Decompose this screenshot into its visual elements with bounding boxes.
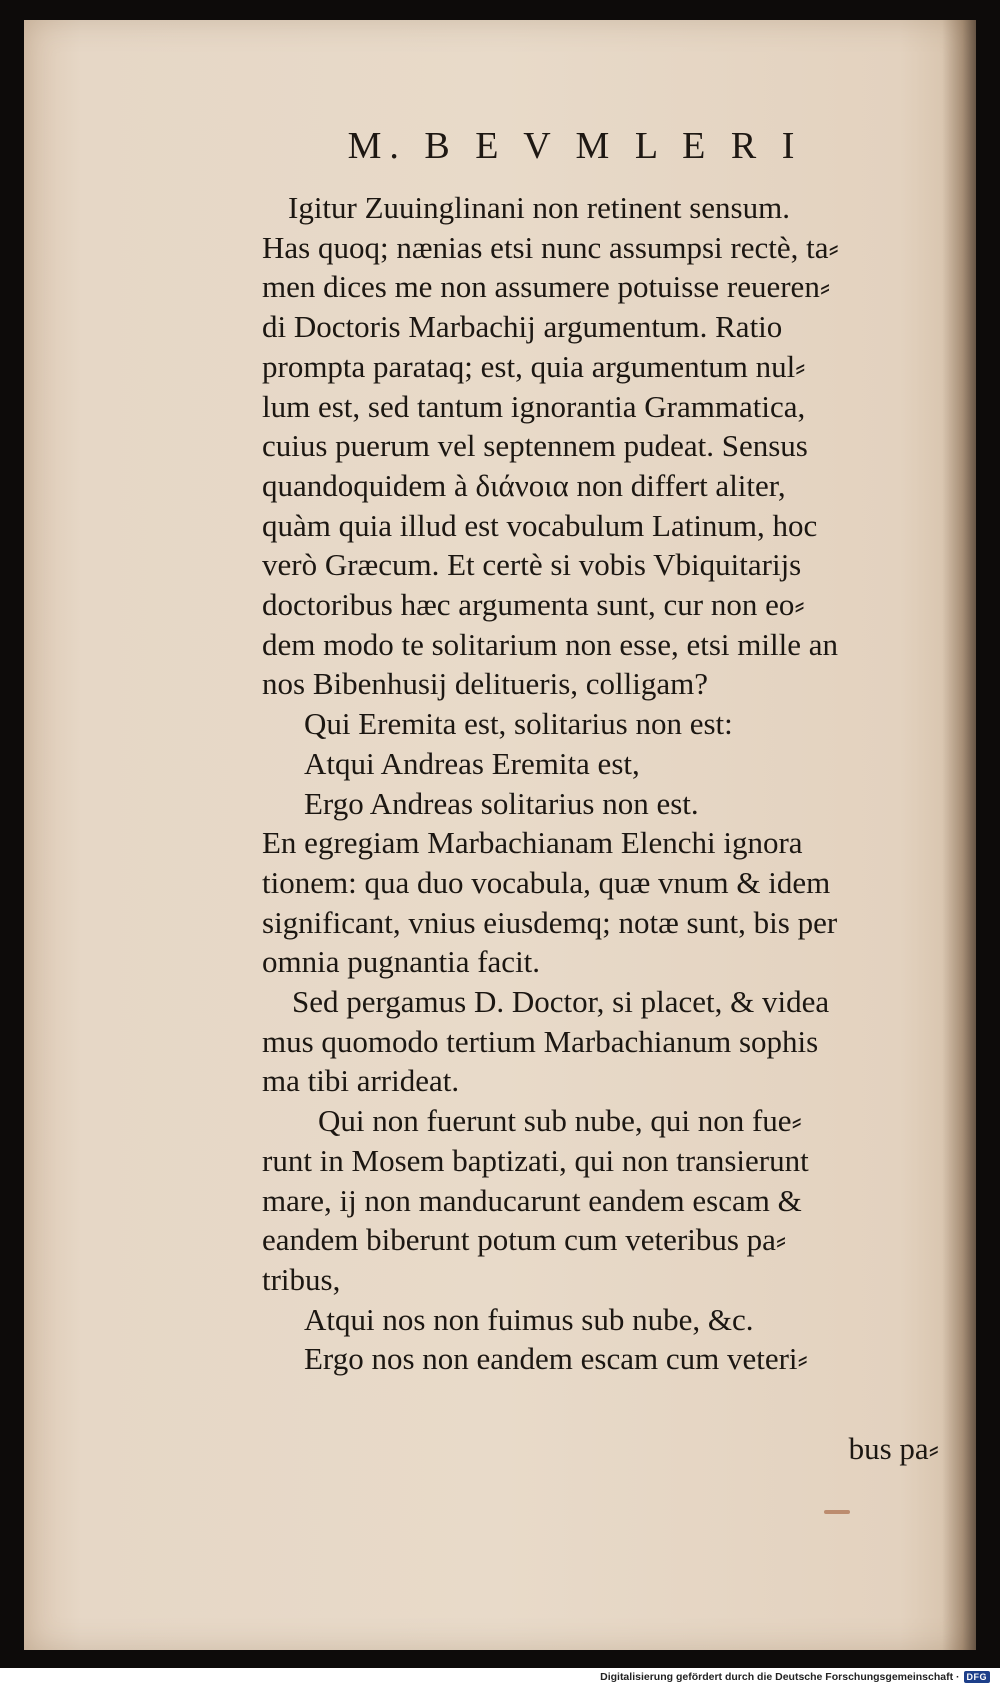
text-line: Has quoq; nænias etsi nunc assumpsi rectè, ta⸗ — [262, 229, 839, 265]
body-text — [262, 188, 962, 1379]
syllogism-line: Qui Eremita est, solitarius non est: — [304, 706, 733, 742]
text-line: di Doctoris Marbachij argumentum. Ratio — [262, 309, 783, 345]
text-line: lum est, sed tantum ignorantia Grammatica, — [262, 388, 806, 424]
text-line: cuius puerum vel septennem pudeat. Sensus — [262, 428, 808, 464]
text-line: tionem: qua duo vocabula, quæ vnum & idem — [262, 864, 831, 900]
text-line: significant, vnius eiusdemq; notæ sunt, bis per — [262, 904, 838, 940]
syllogism-line: Qui non fuerunt sub nube, qui non fue⸗ — [318, 1103, 802, 1139]
text-line: mus quomodo tertium Marbachianum sophis — [262, 1023, 819, 1059]
text-line: quàm quia illud est vocabulum Latinum, hoc — [262, 507, 818, 543]
text-line: doctoribus hæc argumenta sunt, cur non eo⸗ — [262, 587, 805, 623]
text-line: nos Bibenhusij delitueris, colligam? — [262, 666, 708, 702]
text-line: tribus, — [262, 1261, 341, 1297]
text-line: quandoquidem à διάνοια non differt aliter, — [262, 467, 786, 503]
text-line: Sed pergamus D. Doctor, si placet, & videa — [292, 984, 830, 1020]
syllogism-line: Ergo nos non eandem escam cum veteri⸗ — [304, 1341, 808, 1377]
text-line: runt in Mosem baptizati, qui non transierunt — [262, 1142, 809, 1178]
credit-text: Digitalisierung gefördert durch die Deutsche Forschungsgemeinschaft · — [600, 1670, 960, 1683]
text-line: prompta parataq; est, quia argumentum nul⸗ — [262, 348, 806, 384]
syllogism-line: Ergo Andreas solitarius non est. — [304, 785, 699, 821]
dfg-logo: DFG — [964, 1671, 991, 1683]
text-line: eandem biberunt potum cum veteribus pa⸗ — [262, 1222, 787, 1258]
text-line: En egregiam Marbachianam Elenchi ignora — [262, 825, 803, 861]
syllogism-line: Atqui nos non fuimus sub nube, &c. — [304, 1301, 754, 1337]
digitization-credit — [600, 1668, 990, 1685]
text-line: mare, ij non manducarunt eandem escam & — [262, 1182, 802, 1218]
catchword: bus pa⸗ — [848, 1431, 939, 1466]
ink-smudge — [824, 1510, 850, 1514]
book-page — [24, 20, 976, 1650]
running-head: M. B E V M L E R I — [347, 125, 803, 167]
text-line: men dices me non assumere potuisse reueren⸗ — [262, 269, 831, 305]
text-line: Igitur Zuuinglinani non retinent sensum. — [288, 190, 790, 225]
text-line: ma tibi arrideat. — [262, 1063, 460, 1099]
text-line: verò Græcum. Et certè si vobis Vbiquitarijs — [262, 547, 802, 583]
text-line: dem modo te solitarium non esse, etsi mille an — [262, 626, 838, 662]
syllogism-line: Atqui Andreas Eremita est, — [304, 745, 640, 781]
text-line: omnia pugnantia facit. — [262, 944, 541, 980]
